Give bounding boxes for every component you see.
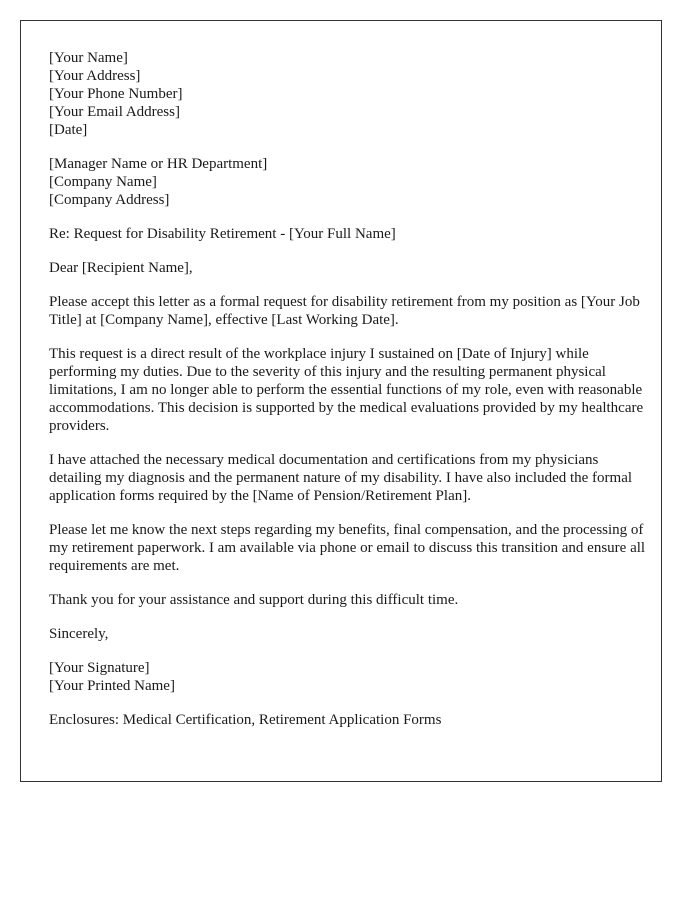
salutation: Dear [Recipient Name], [49,260,193,276]
recipient-company: [Company Name] [49,174,157,190]
subject-line: Re: Request for Disability Retirement - [Your Full Name] [49,226,396,242]
closing: Sincerely, [49,626,109,642]
recipient-block [49,155,649,209]
letter-page [20,20,662,782]
sender-email: [Your Email Address] [49,104,180,120]
sender-block [49,49,649,139]
letter-content [49,49,649,745]
body-paragraph-1: Please accept this letter as a formal request for disability retirement from my position as [Your Job Title] at [Company Name], effective [Last Working Date]. [49,294,640,328]
printed-name: [Your Printed Name] [49,678,175,694]
recipient-address: [Company Address] [49,192,170,208]
signature-block [49,659,649,695]
letter-date: [Date] [49,122,88,138]
body-paragraph-3: I have attached the necessary medical documentation and certifications from my physicians detailing my diagnosis and the permanent nature of my disability. I have also included the formal application forms required by the [Name of Pension/Retirement Plan]. [49,452,633,504]
enclosures-line: Enclosures: Medical Certification, Retirement Application Forms [49,712,442,728]
body-paragraph-5: Thank you for your assistance and support during this difficult time. [49,592,459,608]
recipient-name: [Manager Name or HR Department] [49,156,268,172]
sender-name: [Your Name] [49,50,128,66]
body-paragraph-4: Please let me know the next steps regarding my benefits, final compensation, and the processing of my retirement paperwork. I am available via phone or email to discuss this transition and ensure all requirements are met. [49,522,646,574]
sender-phone: [Your Phone Number] [49,86,183,102]
body-paragraph-2: This request is a direct result of the workplace injury I sustained on [Date of Injury] while performing my duties. Due to the severity of this injury and the resulting permanent physical limitations, I am no longer able to perform the essential functions of my role, even with reasonable accommodations. This decision is supported by the medical evaluations provided by my healthcare providers. [49,346,644,434]
signature-placeholder: [Your Signature] [49,660,150,676]
sender-address: [Your Address] [49,68,141,84]
